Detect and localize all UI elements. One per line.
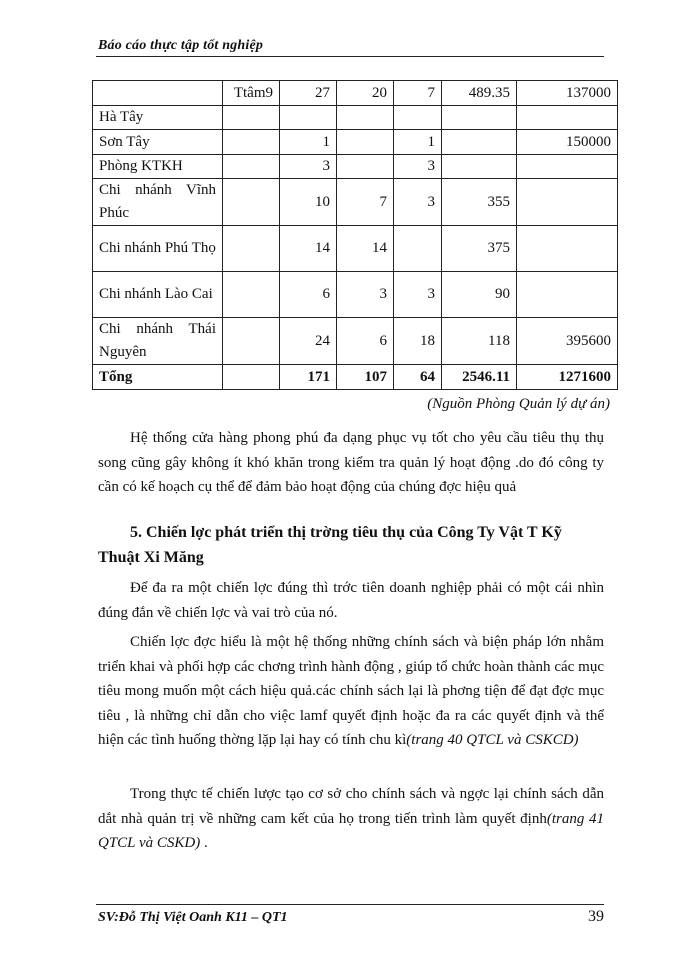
table-row [93, 106, 618, 130]
cell-total: 14 [280, 226, 337, 272]
cell-center [223, 130, 280, 155]
paragraph-1-text: Hệ thống cửa hàng phong phú đa dạng phục vụ tốt cho yêu cầu tiêu thụ thụ song cũng gây không ít khó khăn trong kiểm tra quản lý hoạt động .do đó công ty cần có kế hoạch cụ thể để đảm bảo hoạt động của chúng đợc hiệu quả [98, 430, 604, 495]
paragraph-4 [98, 782, 604, 856]
cell-amount [442, 130, 517, 155]
cell-center [223, 272, 280, 318]
cell-value [517, 155, 618, 179]
cell-value [517, 272, 618, 318]
table-row [93, 155, 618, 179]
cell-total: 3 [280, 155, 337, 179]
paragraph-3-citation: (trang 40 QTCL và CSKCD) [406, 732, 579, 748]
cell-center: Ttâm9 [223, 81, 280, 106]
cell-name: Chi nhánh Thái Nguyên [93, 318, 223, 365]
table-row [93, 272, 618, 318]
cell-b: 64 [394, 365, 442, 390]
cell-total: 24 [280, 318, 337, 365]
section-heading [98, 520, 604, 570]
cell-total: 1 [280, 130, 337, 155]
cell-b: 1 [394, 130, 442, 155]
cell-a [337, 130, 394, 155]
cell-amount [442, 155, 517, 179]
cell-name: Chi nhánh Vĩnh Phúc [93, 179, 223, 226]
cell-a: 14 [337, 226, 394, 272]
paragraph-2-text: Để đa ra một chiến lợc đúng thì trớc tiên doanh nghiệp phải có một cái nhìn đúng đắn về chiến lợc và vai trò của nó. [98, 580, 604, 621]
cell-amount: 355 [442, 179, 517, 226]
page-number: 39 [588, 908, 604, 925]
cell-value: 395600 [517, 318, 618, 365]
cell-total [280, 106, 337, 130]
cell-center [223, 365, 280, 390]
footer-rule [96, 904, 604, 905]
cell-value [517, 106, 618, 130]
table-row [93, 81, 618, 106]
cell-amount [442, 106, 517, 130]
paragraph-4-text: Trong thực tế chiến lược tạo cơ sở cho chính sách và ngợc lại chính sách dẫn dắt nhà quản trị về những cam kết của họ trong tiến trình làm quyết định [98, 786, 604, 827]
cell-name: Phòng KTKH [93, 155, 223, 179]
table-row [93, 226, 618, 272]
cell-total: 27 [280, 81, 337, 106]
paragraph-4-end: . [200, 835, 208, 851]
cell-a: 107 [337, 365, 394, 390]
table-row [93, 130, 618, 155]
cell-a: 6 [337, 318, 394, 365]
cell-name: Tổng [93, 365, 223, 390]
cell-b [394, 226, 442, 272]
table-row [93, 318, 618, 365]
cell-a: 20 [337, 81, 394, 106]
cell-value [517, 226, 618, 272]
stores-table [92, 80, 618, 390]
cell-b: 7 [394, 81, 442, 106]
cell-name: Chi nhánh Phú Thọ [93, 226, 223, 272]
cell-b: 18 [394, 318, 442, 365]
cell-amount: 118 [442, 318, 517, 365]
paragraph-4-citation: (trang 41 QTCL và CSKD) [98, 810, 604, 851]
footer-author: SV:Đỗ Thị Việt Oanh K11 – QT1 [98, 910, 288, 925]
cell-amount: 489.35 [442, 81, 517, 106]
cell-name: Sơn Tây [93, 130, 223, 155]
section-heading-text: 5. Chiến lợc phát triển thị trờng tiêu thụ của Công Ty Vật T Kỹ Thuật Xi Măng [98, 524, 562, 566]
cell-value [517, 179, 618, 226]
cell-total: 10 [280, 179, 337, 226]
cell-b: 3 [394, 272, 442, 318]
paragraph-3 [98, 630, 604, 753]
cell-center [223, 318, 280, 365]
cell-center [223, 155, 280, 179]
cell-center [223, 179, 280, 226]
paragraph-1 [98, 426, 604, 500]
cell-a: 3 [337, 272, 394, 318]
source-note: (Nguồn Phòng Quản lý dự án) [427, 396, 610, 412]
cell-amount: 2546.11 [442, 365, 517, 390]
cell-total: 171 [280, 365, 337, 390]
table-row [93, 179, 618, 226]
cell-total: 6 [280, 272, 337, 318]
page-header: Báo cáo thực tập tốt nghiệp [98, 38, 264, 53]
cell-name [93, 81, 223, 106]
cell-amount: 90 [442, 272, 517, 318]
cell-a [337, 106, 394, 130]
cell-value: 1271600 [517, 365, 618, 390]
cell-center [223, 106, 280, 130]
header-rule [96, 56, 604, 57]
cell-b: 3 [394, 155, 442, 179]
cell-name: Chi nhánh Lào Cai [93, 272, 223, 318]
cell-b [394, 106, 442, 130]
cell-amount: 375 [442, 226, 517, 272]
cell-a: 7 [337, 179, 394, 226]
table-total-row [93, 365, 618, 390]
cell-center [223, 226, 280, 272]
cell-value: 150000 [517, 130, 618, 155]
cell-a [337, 155, 394, 179]
paragraph-2 [98, 576, 604, 625]
cell-name: Hà Tây [93, 106, 223, 130]
cell-b: 3 [394, 179, 442, 226]
paragraph-3-text: Chiến lợc đợc hiểu là một hệ thống những chính sách và biện pháp lớn nhằm triển khai và phối hợp các chơng trình hành động , giúp tổ chức hoàn thành các mục tiêu mong muốn một cách hiệu quả.các chính sách lại là phơng tiện để đạt đợc mục tiêu , là những chỉ dẫn cho việc lamf quyết định hoặc đa ra các quyết định và thể hiện các tình huống thờng lặp lại hay có tính chu kì [98, 634, 604, 748]
cell-value: 137000 [517, 81, 618, 106]
